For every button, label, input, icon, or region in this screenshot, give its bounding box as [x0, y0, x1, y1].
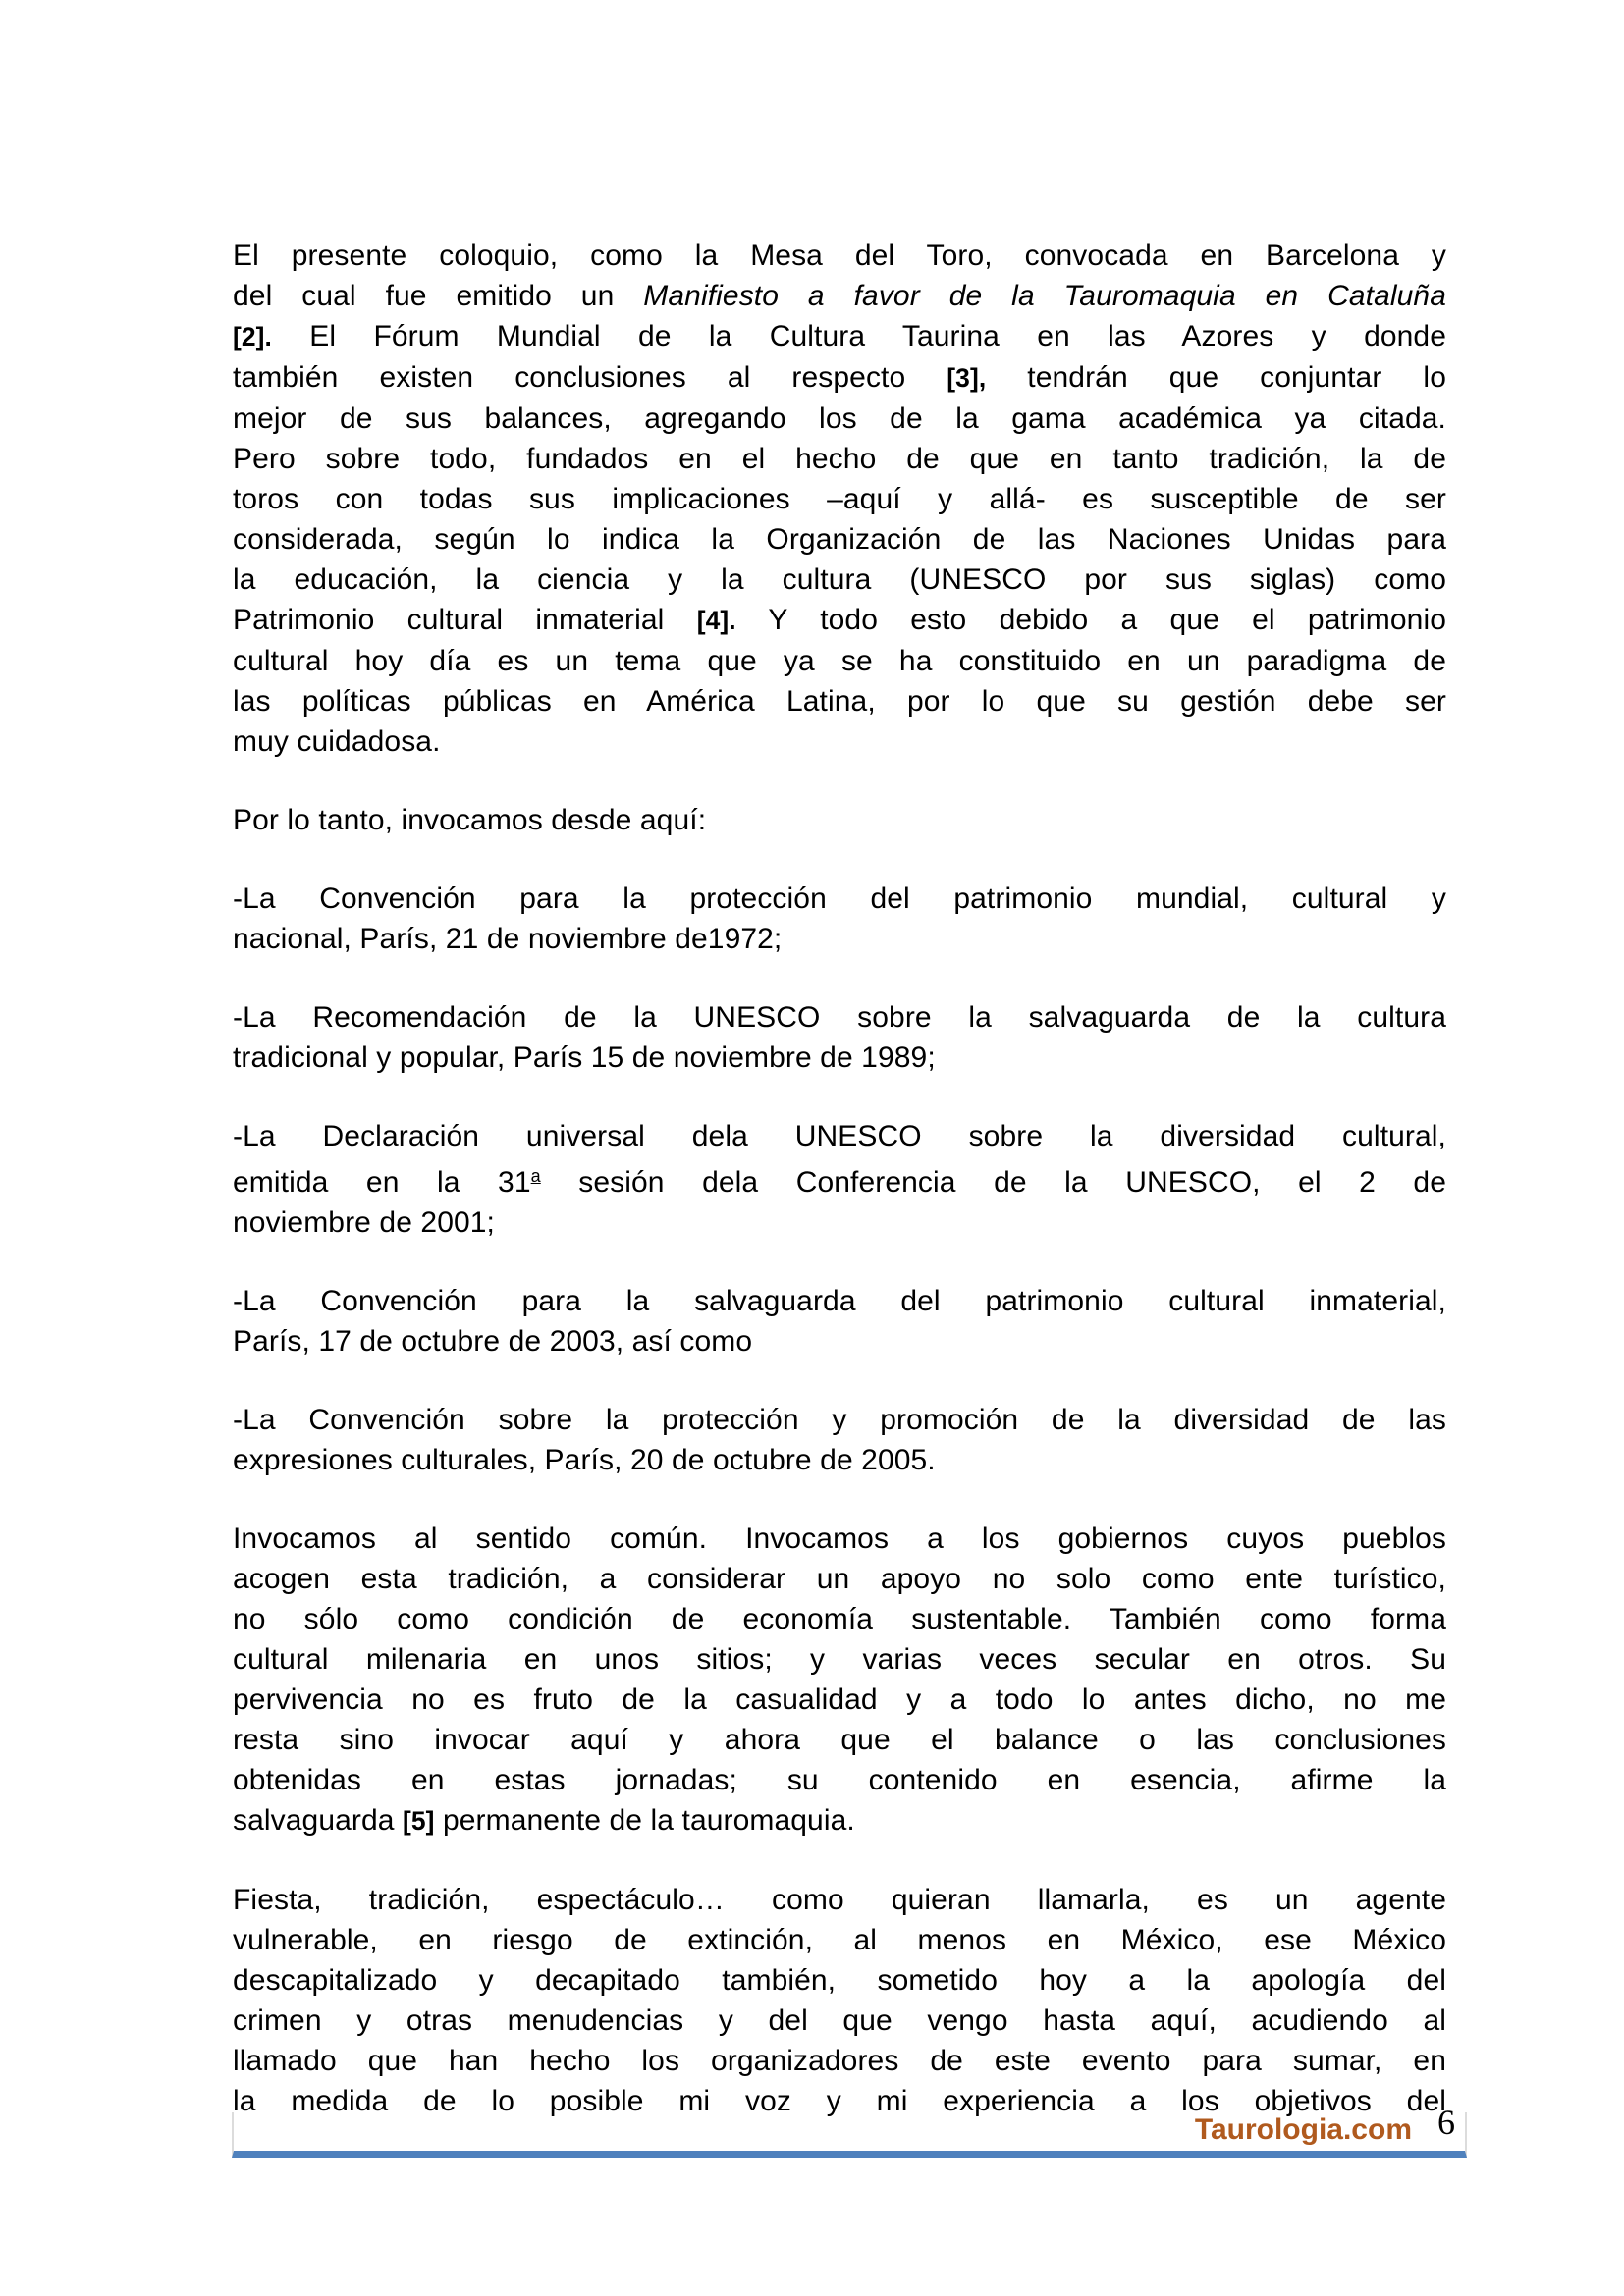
paragraph: [233, 1116, 1446, 1243]
text-line: [233, 560, 1446, 600]
text-line: [233, 681, 1446, 721]
paragraph: [233, 879, 1446, 959]
text-line: [233, 879, 1446, 919]
italic-title: Manifiesto a favor de la Tauromaquia en Cataluña: [643, 280, 1446, 312]
text-run: mejor de sus balances, agregando los de la gama académica ya citada.: [233, 402, 1446, 435]
text-line: [233, 236, 1446, 276]
text-run: Pero sobre todo, fundados en el hecho de que en tanto tradición, la de: [233, 443, 1446, 475]
text-run: descapitalizado y decapitado también, sometido hoy a la apología del: [233, 1963, 1446, 1997]
footnote-ref: [2].: [233, 322, 272, 351]
text-run: El Fórum Mundial de la Cultura Taurina en las Azores y donde: [272, 320, 1446, 352]
text-run: pervivencia no es fruto de la casualidad y a todo lo antes dicho, no me: [233, 1682, 1446, 1716]
text-line: [233, 1321, 1446, 1362]
footnote-ref: [3],: [947, 363, 987, 393]
text-run: Y todo esto debido a que el patrimonio: [735, 604, 1446, 636]
text-line: [233, 1116, 1446, 1156]
text-line: [233, 800, 1446, 840]
text-run: considerada, según lo indica la Organización de las Naciones Unidas para: [233, 523, 1446, 556]
text-run: -La Recomendación de la UNESCO sobre la salvaguarda de la cultura: [233, 1001, 1446, 1034]
text-run: la medida de lo posible mi voz y mi experiencia a los objetivos del: [233, 2084, 1446, 2117]
text-line: [233, 357, 1446, 399]
text-run: emitida en la 31: [233, 1165, 531, 1199]
text-line: [233, 600, 1446, 641]
text-line: [233, 479, 1446, 519]
text-run: Invocamos al sentido común. Invocamos a los gobiernos cuyos pueblos: [233, 1522, 1446, 1555]
text-line: [233, 316, 1446, 357]
text-run: crimen y otras menudencias y del que vengo hasta aquí, acudiendo al: [233, 2003, 1446, 2037]
text-line: [233, 1720, 1446, 1760]
document-body: [233, 236, 1446, 2121]
text-line: [233, 1920, 1446, 1960]
text-run: -La Convención para la salvaguarda del patrimonio cultural inmaterial,: [233, 1284, 1446, 1317]
text-run: llamado que han hecho los organizadores de este evento para sumar, en: [233, 2044, 1446, 2077]
text-run: toros con todas sus implicaciones –aquí y allá- es susceptible de ser: [233, 483, 1446, 515]
text-run: permanente de la tauromaquia.: [434, 1803, 855, 1837]
text-line: [233, 1202, 1446, 1243]
text-run: del cual fue emitido un: [233, 280, 644, 312]
text-line: [233, 1800, 1446, 1842]
text-line: [233, 1281, 1446, 1321]
text-run: sesión dela Conferencia de la UNESCO, el 2 de: [540, 1165, 1447, 1199]
text-line: [233, 519, 1446, 560]
paragraph: [233, 236, 1446, 762]
text-line: [233, 1038, 1446, 1078]
paragraph: [233, 800, 1446, 840]
text-run: El presente coloquio, como la Mesa del Toro, convocada en Barcelona y: [233, 240, 1446, 272]
text-line: [233, 641, 1446, 681]
text-line: [233, 1760, 1446, 1800]
text-run: resta sino invocar aquí y ahora que el balance o las conclusiones: [233, 1723, 1446, 1756]
text-run: -La Convención para la protección del patrimonio mundial, cultural y: [233, 882, 1446, 915]
text-run: Por lo tanto, invocamos desde aquí:: [233, 804, 707, 836]
text-run: cultural milenaria en unos sitios; y varias veces secular en otros. Su: [233, 1642, 1446, 1676]
text-run: noviembre de 2001;: [233, 1205, 495, 1239]
text-line: [233, 1680, 1446, 1720]
text-run: tendrán que conjuntar lo: [986, 361, 1446, 394]
text-line: [233, 1559, 1446, 1599]
paragraph: [233, 1880, 1446, 2121]
footnote-ref: [5]: [402, 1805, 435, 1836]
ordinal-indicator: a: [530, 1166, 541, 1186]
text-run: tradicional y popular, París 15 de noviembre de 1989;: [233, 1041, 936, 1074]
text-run: la educación, la ciencia y la cultura (UNESCO por sus siglas) como: [233, 563, 1446, 596]
text-run: -La Convención sobre la protección y promoción de la diversidad de las: [233, 1403, 1446, 1436]
text-run: acogen esta tradición, a considerar un apoyo no solo como ente turístico,: [233, 1562, 1446, 1595]
text-run: salvaguarda: [233, 1803, 403, 1837]
text-run: expresiones culturales, París, 20 de octubre de 2005.: [233, 1443, 936, 1476]
text-line: [233, 1599, 1446, 1639]
text-line: [233, 1440, 1446, 1480]
text-run: también existen conclusiones al respecto: [233, 361, 947, 394]
text-line: [233, 2041, 1446, 2081]
text-line: [233, 439, 1446, 479]
text-line: [233, 997, 1446, 1038]
text-run: Patrimonio cultural inmaterial: [233, 604, 697, 636]
text-run: Fiesta, tradición, espectáculo… como quieran llamarla, es un agente: [233, 1883, 1446, 1916]
text-run: nacional, París, 21 de noviembre de1972;: [233, 923, 783, 955]
text-line: [233, 721, 1446, 762]
text-run: cultural hoy día es un tema que ya se ha constituido en un paradigma de: [233, 645, 1446, 677]
text-line: [233, 1960, 1446, 2001]
site-label: Taurologia.com: [1194, 2113, 1412, 2146]
footnote-ref: [4].: [696, 606, 736, 635]
footer: [232, 2103, 1467, 2158]
text-line: [233, 1400, 1446, 1440]
text-run: muy cuidadosa.: [233, 725, 441, 758]
page-number: 6: [1437, 2103, 1455, 2142]
text-line: [233, 919, 1446, 959]
text-line: [233, 2001, 1446, 2041]
paragraph: [233, 1400, 1446, 1480]
text-line: [233, 1156, 1446, 1202]
paragraph: [233, 1519, 1446, 1842]
text-line: [233, 276, 1446, 316]
text-line: [233, 1639, 1446, 1680]
text-run: las políticas públicas en América Latina, por lo que su gestión debe ser: [233, 685, 1446, 718]
paragraph: [233, 997, 1446, 1078]
text-run: vulnerable, en riesgo de extinción, al menos en México, ese México: [233, 1923, 1446, 1956]
text-run: no sólo como condición de economía sustentable. También como forma: [233, 1602, 1446, 1635]
text-line: [233, 399, 1446, 439]
paragraph: [233, 1281, 1446, 1362]
text-line: [233, 1880, 1446, 1920]
text-line: [233, 1519, 1446, 1559]
text-run: obtenidas en estas jornadas; su contenido en esencia, afirme la: [233, 1763, 1446, 1796]
text-run: -La Declaración universal dela UNESCO sobre la diversidad cultural,: [233, 1120, 1446, 1152]
text-run: París, 17 de octubre de 2003, así como: [233, 1324, 753, 1358]
